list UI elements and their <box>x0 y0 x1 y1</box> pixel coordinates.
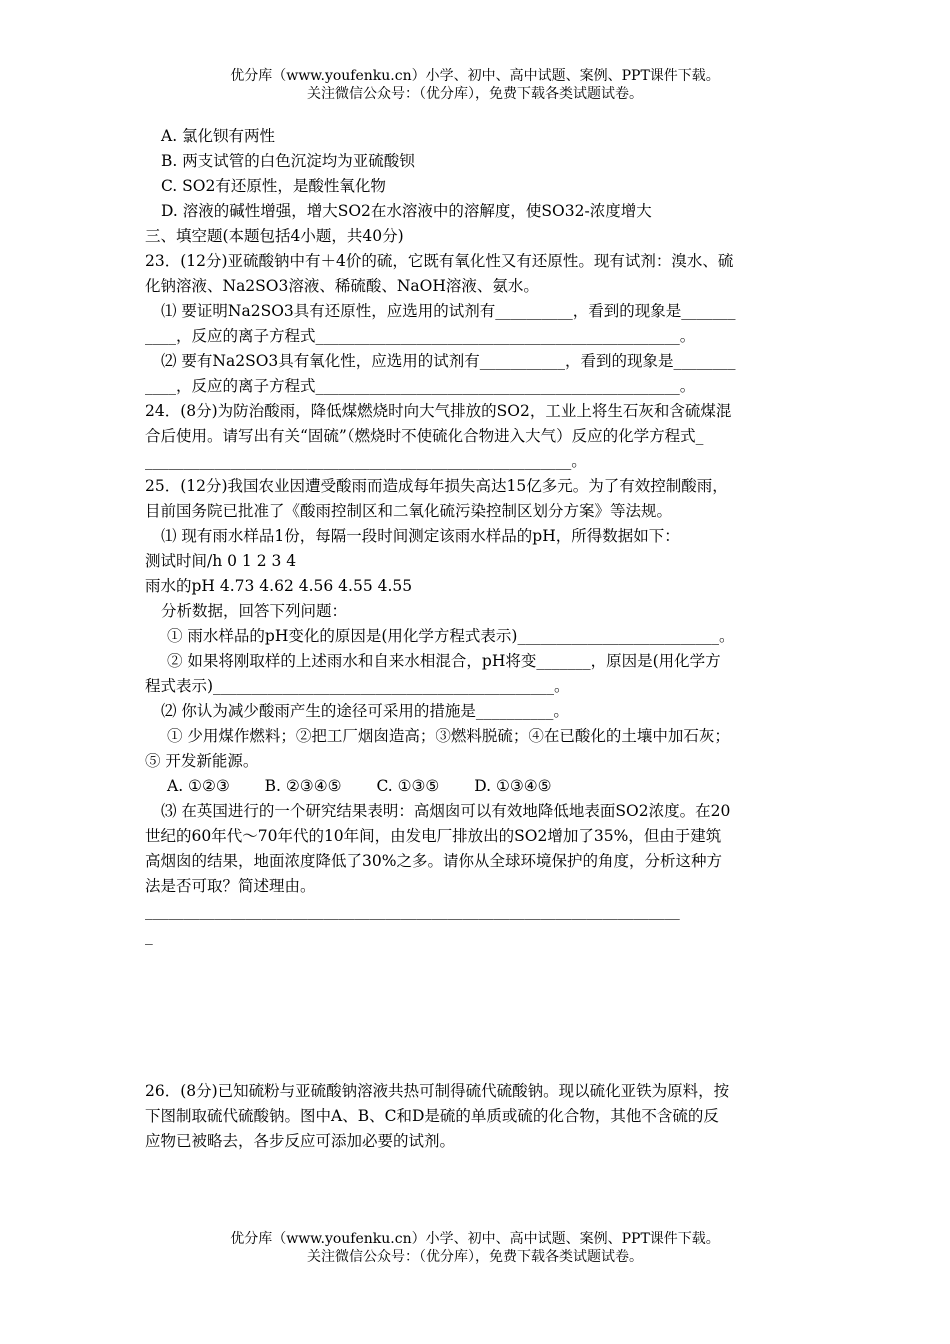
page-footer <box>0 1230 950 1266</box>
option-c: C. SO2有还原性，是酸性氧化物 <box>161 177 386 195</box>
question-23 <box>145 249 813 399</box>
q23-part1: ____，反应的离子方程式_______________________________________________。 <box>145 327 696 345</box>
q25-sub2: 程式表示)____________________________________________。 <box>145 677 570 695</box>
q25-part3: 法是否可取？简述理由。 <box>145 877 316 895</box>
question-24 <box>145 399 813 474</box>
footer-line-2: 关注微信公众号：（优分库），免费下载各类试题试卷。 <box>307 1249 643 1265</box>
q25-part3: 世纪的60年代～70年代的10年间，由发电厂排放出的SO2增加了35%，但由于建筑 <box>145 827 722 845</box>
q24-line: _______________________________________________________。 <box>145 452 587 470</box>
q25-sub2: ② 如果将刚取样的上述雨水和自来水相混合，pH将变_______，原因是(用化学方 <box>167 652 721 670</box>
q25-part2: ⑵ 你认为减少酸雨产生的途径可采用的措施是__________。 <box>161 702 569 720</box>
question-25 <box>145 474 813 949</box>
q25-measures: ⑤ 开发新能源。 <box>145 752 259 770</box>
q24-line: 24．(8分)为防治酸雨，降低煤燃烧时向大气排放的SO2，工业上将生石灰和含硫煤混 <box>145 402 732 420</box>
q26-line: 下图制取硫代硫酸钠。图中A、B、C和D是硫的单质或硫的化合物，其他不含硫的反 <box>145 1107 719 1125</box>
section-title: 三、填空题(本题包括4小题，共40分) <box>145 227 404 245</box>
choice-c: C. ①③⑤ <box>376 777 440 795</box>
option-a: A. 氯化钡有两性 <box>161 127 276 145</box>
q25-sub1: ① 雨水样品的pH变化的原因是(用化学方程式表示)__________________________。 <box>167 627 735 645</box>
option-d: D. 溶液的碱性增强，增大SO2在水溶液中的溶解度，使SO32-浓度增大 <box>161 202 652 220</box>
q25-line: 25．(12分)我国农业因遭受酸雨而造成每年损失高达15亿多元。为了有效控制酸雨， <box>145 477 728 495</box>
q23-part1: ⑴ 要证明Na2SO3具有还原性，应选用的试剂有__________，看到的现象是_______ <box>161 302 736 320</box>
q25-choices <box>145 774 813 799</box>
q25-line: 目前国务院已批准了《酸雨控制区和二氧化硫污染控制区划分方案》等法规。 <box>145 502 673 520</box>
q26-line: 26．(8分)已知硫粉与亚硫酸钠溶液共热可制得硫代硫酸钠。现以硫化亚铁为原料，按 <box>145 1082 730 1100</box>
spacer <box>145 949 813 1079</box>
header-line-2: 关注微信公众号：（优分库），免费下载各类试题试卷。 <box>307 86 643 102</box>
document-body <box>145 124 813 1154</box>
choice-d: D. ①③④⑤ <box>474 777 552 795</box>
q23-line: 化钠溶液、Na2SO3溶液、稀硫酸、NaOH溶液、氨水。 <box>145 277 539 295</box>
q25-part1: ⑴ 现有雨水样品1份，每隔一段时间测定该雨水样品的pH，所得数据如下： <box>161 527 680 545</box>
q25-analyze: 分析数据，回答下列问题： <box>161 602 348 620</box>
q24-line: 合后使用。请写出有关“固硫”（燃烧时不使硫化合物进入大气）反应的化学方程式_ <box>145 427 704 445</box>
q23-part2: ⑵ 要有Na2SO3具有氧化性，应选用的试剂有___________，看到的现象是________ <box>161 352 736 370</box>
q23-part2: ____，反应的离子方程式_______________________________________________。 <box>145 377 696 395</box>
answer-blank: _ <box>145 927 153 945</box>
answer-blank: _____________________________________________________________________ <box>145 902 680 920</box>
choice-a: A. ①②③ <box>167 777 230 795</box>
page-header <box>0 67 950 103</box>
ph-table-ph-row: 雨水的pH 4.73 4.62 4.56 4.55 4.55 <box>145 577 413 595</box>
footer-line-1: 优分库（www.youfenku.cn）小学、初中、高中试题、案例、PPT课件下载。 <box>230 1231 720 1247</box>
q26-line: 应物已被略去，各步反应可添加必要的试剂。 <box>145 1132 456 1150</box>
option-b: B. 两支试管的白色沉淀均为亚硫酸钡 <box>161 152 415 170</box>
q25-part3: 高烟囱的结果，地面浓度降低了30%之多。请你从全球环境保护的角度，分析这种方 <box>145 852 722 870</box>
q25-part3: ⑶ 在英国进行的一个研究结果表明：高烟囱可以有效地降低地表面SO2浓度。在20 <box>161 802 731 820</box>
q25-measures: ① 少用煤作燃料；②把工厂烟囱造高；③燃料脱硫；④在已酸化的土壤中加石灰； <box>167 727 730 745</box>
header-line-1: 优分库（www.youfenku.cn）小学、初中、高中试题、案例、PPT课件下载。 <box>230 68 720 84</box>
question-26 <box>145 1079 813 1154</box>
choice-b: B. ②③④⑤ <box>264 777 342 795</box>
ph-table-time-row: 测试时间/h 0 1 2 3 4 <box>145 552 297 570</box>
q23-line: 23．(12分)亚硫酸钠中有＋4价的硫，它既有氧化性又有还原性。现有试剂：溴水、硫 <box>145 252 734 270</box>
